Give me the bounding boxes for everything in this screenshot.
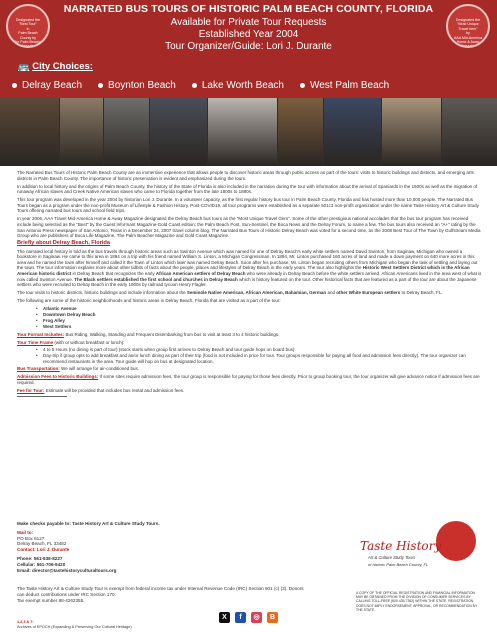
unique-travel-badge: Designated the "Most Unique Travel Item" by AAA Mid-America Home & Away Magazine	[446, 4, 490, 48]
checks-payable: Make checks payable to: Taste History Art & Culture Study Tours.	[17, 521, 160, 526]
accolades-paragraph: In year 2006, AAA Travel Mid-America Home & Away Magazine designated the Delray Beach bus tours as the "Most Unique Travel Gem". Some of the other prestigious national accolades that the bus tour program has received include being selected as the "Best" by the Guest Informant Magazine-Gold Coast edition; the Palm Beach Post, Sun-Sentinel, the Boca News and the Delray Forum, to name a few. The bus tours also received an "A+" rating by the San Antonio Press newspaper of San Antonio, Texas in a December 24, 2007 travel column blog. The Narrated Bus Tours of Historic Delray Beach was voted for a second time, as the 2008 Best Tour of The Town by Gulfstream Media Group who are publishers of Boca Life Magazine, The Palm Beacher Magazine and Gold Coast Magazine.	[17, 216, 481, 239]
delray-section-title: Briefly about Delray Beach, Florida	[17, 240, 110, 247]
mail-label: Mail to:	[17, 529, 34, 535]
contact-block	[17, 521, 317, 573]
photo-historic-building	[60, 98, 104, 166]
header-line-private-tours: Available for Private Tour Requests	[170, 17, 327, 28]
areas-intro: The following are some of the historic neighborhoods and historic areas in Delray Beach, Florida that are visited as a part of the tour:	[17, 298, 281, 304]
photo-street	[382, 98, 442, 166]
photo-bus-tour	[0, 98, 60, 166]
mail-address-line: PO Box 6127	[17, 535, 45, 541]
instagram-icon[interactable]: ◎	[251, 612, 262, 623]
page-title: NARRATED BUS TOURS OF HISTORIC PALM BEACH COUNTY, FLORIDA	[63, 3, 434, 15]
city-item: West Palm Beach	[300, 80, 389, 91]
logo-emblem-icon	[436, 521, 476, 561]
blogger-icon[interactable]: B	[267, 612, 278, 623]
city-item: Boynton Beach	[98, 80, 176, 91]
historic-photo-strip	[0, 98, 497, 166]
admission-fees: Admission Fees to Historic Buildings: If some sites require admission fees, the tour group is responsible for paying for those fees directly. Prior to group booking tour, the tour organizer will give advance notice if admission fees are required.	[17, 374, 480, 386]
taste-history-logo	[360, 521, 480, 583]
history-paragraph: In addition to local history and the origins of Palm Beach County, the history of the State of Florida is also included in the narration during the tour with information about the arrival of Spaniards in the 1500s as well as the migration of runaway African slaves and Creek Native American slaves who came to Florida together from the late 1800s to 1880s.	[17, 183, 478, 195]
city-item: Delray Beach	[12, 80, 82, 91]
photo-credit	[17, 620, 132, 629]
tax-exempt-text: The Taste History Art & Culture Study Tour is exempt from federal income tax under Internal Revenue Code (IRC) Section 501 (c) (3). Donors can deduct contributions under IRC Section 170.	[17, 586, 304, 597]
header-line-established: Established Year 2004	[198, 29, 299, 40]
list-item: • West Settlers	[43, 324, 483, 330]
bus-transportation: Bus Transportation: We will arrange for air-conditioned bus.	[17, 366, 139, 372]
tour-time-frame: Tour Time Frame (with or without breakfast or lunch):	[17, 340, 125, 346]
header-banner	[0, 0, 497, 98]
list-item: • Day-trip if group opts to add breakfast and an/or lunch dining as part of their trip (food is not included in price for tour. Tour groups responsible for paying all food and admission fees directly). The tour organizer can recommend restaurants in the area. Tour guide will hop on bus at designated location.	[43, 353, 483, 364]
divider	[17, 396, 67, 397]
list-item: • Downtown Delray Beach	[43, 312, 483, 318]
city-list	[12, 80, 405, 91]
historic-areas-list	[43, 306, 483, 330]
photo-crowd	[208, 98, 278, 166]
delray-paragraph: The narrated local history is told as the bus travels through historic areas such as Swinton Avenue which was named for one of Delray Beach's early white settlers named David Swinton, from Saginaw, Michigan who owned a bookstore in Saginaw. He came to this area in 1894 on a trip with his friend named William S. Linton, a Michigan Congressman. In 1894, Mr. Linton purchased 160 acres of land and made a down payment on 640 more acres in this area and he named the town after himself and called it the Town of Linton which later was named Delray Beach. Soon after his purchase, Mr. Linton began recruiting others from Michigan who began the task of settling and laying out the town. The tour information explains more about other tidbits of facts about the people, places and lifestyles of Delray Beach in the early years. The tour also highlights the Historic West Settlers District which is the African American historic district in Delray Beach that recognizes the early African American settlers of Delray Beach who were already in Delray Beach before the white settlers arrived. African Americans lived in the area west of what is now called Swinton Avenue. The Black settlers established the first school and churches in Delray Beach which is history featured on the tour. Other historical facts that are featured as a part of the tour are about the Japanese settlers who were recruited to Delray Beach in the early 1900s by railroad tycoon Henry Flagler.	[17, 248, 482, 288]
tax-exempt-note	[17, 586, 307, 603]
bullet-icon	[12, 83, 17, 88]
photo-bus	[442, 98, 497, 166]
email-link[interactable]: Email: director@tastehistoryculturaltours.org	[17, 567, 117, 573]
tax-exempt-number: Tax exempt number 88-4262355.	[17, 597, 85, 603]
phone-number[interactable]: Phone: 561-638-8227	[17, 555, 63, 561]
bullet-icon	[98, 83, 103, 88]
registration-disclaimer: A COPY OF THE OFFICIAL REGISTRATION AND FINANCIAL INFORMATION MAY BE OBTAINED FROM THE DIVISION OF CONSUMER SERVICES BY CALLING TOLL-FREE (800-435-7352) WITHIN THE STATE. REGISTRATION DOES NOT IMPLY ENDORSEMENT, APPROVAL, OR RECOMMENDATION BY THE STATE.	[356, 591, 478, 612]
photo-group-portrait	[104, 98, 150, 166]
time-options-list	[43, 347, 483, 364]
x-twitter-icon[interactable]: X	[219, 612, 230, 623]
intro-paragraph: The Narrated Bus Tours of Historic Palm Beach County are an immersive experience that allows people to discover historic areas through public access as part of the tours: visits to historic buildings and districts, and emerging arts districts in Palm Beach County. The importance of historic preservation is evident and emphasized during the tours.	[17, 170, 474, 181]
city-item: Lake Worth Beach	[192, 80, 284, 91]
settlers-paragraph: The tour visits to historic districts, historic buildings and include information about the Seminole Native American, African American, Bahamian, German and other White European settlers to Delray Beach, FL.	[17, 290, 443, 296]
list-item: • Atlantic Avenue	[43, 306, 483, 312]
tour-fee: Fee for Tour: Estimate will be provided that includes bus rental and admission fees.	[17, 388, 185, 394]
list-item: • 4 to 5 Hours (no dining is part of tour) (stock starts when group first arrives to Delray Beach and tour guide hops on board bus)	[43, 347, 483, 353]
social-links	[219, 612, 278, 623]
program-paragraph: This tour program was developed in the year 2004 by historian Lori J. Durante. In a volunteer capacity, as the first regular history bus tour in Palm Beach County, Florida and has hosted more than 10,000 people. The Narrated Bus Tours began as a program under the non-profit Museum of Lifestyle & Fashion History. Post-COVID19, all tour programs were established as a separate 501c3 non-profit organization under the name Taste History Art & Culture Study Tours offering narrated bus tours and school field trips.	[17, 197, 479, 214]
bullet-icon	[192, 83, 197, 88]
footnote-number: 1,2,3 & 7:	[17, 620, 34, 624]
bullet-icon	[300, 83, 305, 88]
contact-label: Contact: Lori J. Durante	[17, 547, 70, 553]
photo-settlers	[278, 98, 324, 166]
list-item: • Frog Alley	[43, 318, 483, 324]
logo-subtitle: Art & Culture Study Tours	[368, 555, 416, 560]
main-content	[17, 170, 483, 403]
logo-name: Taste History	[360, 539, 442, 553]
facebook-icon[interactable]: f	[235, 612, 246, 623]
photo-tour-guide	[324, 98, 382, 166]
footnote-text: Archives of EPOCH (Expanding & Preserving Our Cultural Heritage)	[17, 624, 132, 629]
mail-address-line: Delray Beach, FL 33482	[17, 541, 67, 547]
tour-format: Tour Format Includes: Bus Riding, Walking, Standing and Frequent Disembarking from bus to visit at least 3 to 4 historic buildings.	[17, 332, 280, 338]
city-choices-heading: 🚌 City Choices:	[18, 61, 93, 72]
cell-number[interactable]: Cellular: 561-706-9420	[17, 561, 66, 567]
header-line-organizer: Tour Organizer/Guide: Lori J. Durante	[165, 41, 332, 52]
photo-historic-house	[150, 98, 208, 166]
bus-icon: 🚌	[18, 61, 30, 71]
best-tour-badge: Designated the "Best Tour" in Palm Beach County by The Palm Beacher Magazine	[6, 4, 50, 48]
logo-location: of historic Palm Beach County, FL	[368, 562, 429, 567]
